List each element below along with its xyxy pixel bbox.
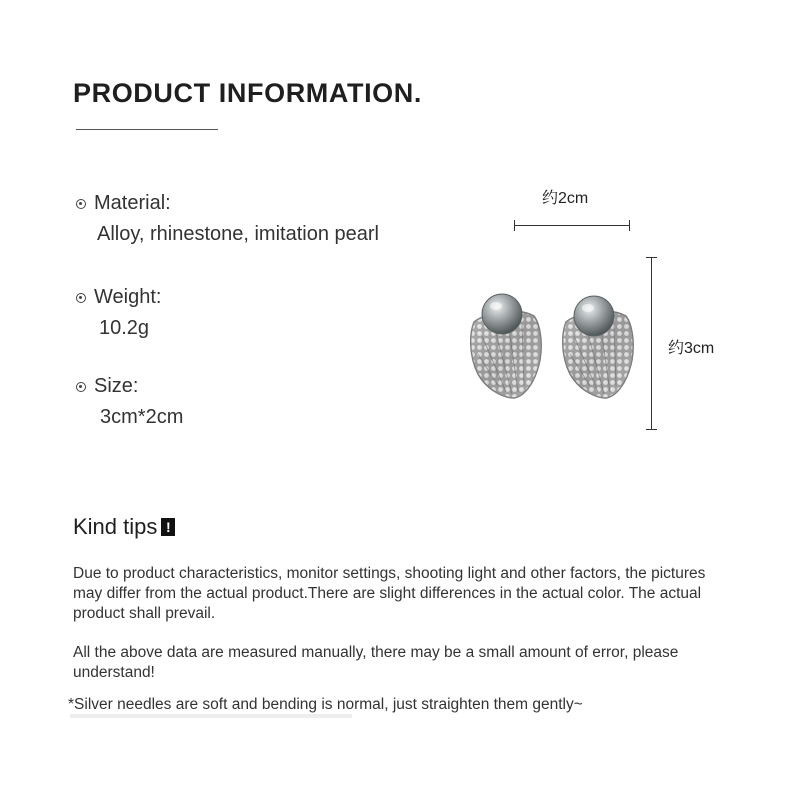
kind-tips-title: Kind tips <box>73 514 158 539</box>
kind-tips-heading <box>73 514 175 540</box>
right-earring <box>563 296 633 398</box>
page-title: PRODUCT INFORMATION. <box>73 78 422 108</box>
spec-material <box>76 192 379 246</box>
width-dimension-label: 约2cm <box>542 190 589 207</box>
needle-note: *Silver needles are soft and bending is normal, just straighten them gently~ <box>68 696 583 713</box>
bullet-icon <box>76 293 86 303</box>
bullet-icon <box>76 382 86 392</box>
spec-material-value: Alloy, rhinestone, imitation pearl <box>97 223 379 245</box>
spec-weight-label: Weight: <box>94 286 162 308</box>
spec-size-value: 3cm*2cm <box>100 406 184 428</box>
height-dimension-label: 约3cm <box>668 340 715 357</box>
width-dimension-line <box>514 225 630 226</box>
spec-size <box>76 375 183 429</box>
bullet-icon <box>76 199 86 209</box>
note-highlight <box>70 714 352 718</box>
exclamation-icon: ! <box>161 518 175 536</box>
tip-paragraph-1: Due to product characteristics, monitor settings, shooting light and other factors, the pictures may differ from the actual product.There are slight differences in the actual color. The actual product shall prevail. <box>73 565 706 622</box>
spec-weight-value: 10.2g <box>99 317 150 339</box>
spec-size-label: Size: <box>94 375 139 397</box>
width-dimension-tick-right <box>629 220 630 231</box>
height-dimension-tick-bottom <box>646 429 657 430</box>
title-divider <box>76 129 218 130</box>
left-earring <box>471 294 541 398</box>
height-dimension-tick-top <box>646 257 657 258</box>
tip-paragraph-2: All the above data are measured manually, there may be a small amount of error, please understand! <box>73 644 679 681</box>
spec-weight <box>76 286 161 340</box>
earrings-image <box>462 288 642 404</box>
spec-material-label: Material: <box>94 192 171 214</box>
width-dimension-tick-left <box>514 220 515 231</box>
height-dimension-line <box>651 257 652 430</box>
